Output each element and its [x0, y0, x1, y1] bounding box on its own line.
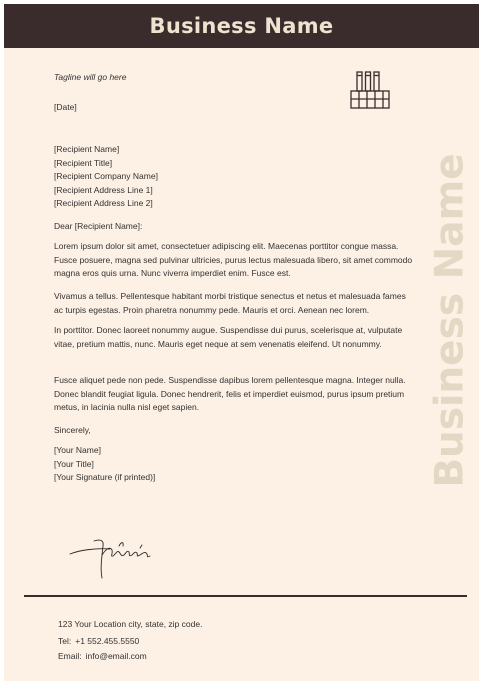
body-paragraph: In porttitor. Donec laoreet nonummy augue. Suspendisse dui purus, scelerisque at, vulputate vitae, pretium mattis, nunc. Mauris eget neque at sem venenatis eleifend. Ut nonummy. — [54, 325, 403, 349]
greeting: Dear [Recipient Name]: — [54, 221, 143, 231]
letterhead-page — [4, 4, 479, 681]
signoff-block — [54, 444, 155, 485]
your-name: [Your Name] — [54, 445, 101, 455]
date: [Date] — [54, 102, 77, 112]
recipient-company: [Recipient Company Name] — [54, 171, 158, 181]
vertical-watermark — [422, 140, 478, 500]
closing: Sincerely, — [54, 425, 91, 435]
recipient-address-2: [Recipient Address Line 2] — [54, 198, 153, 208]
header-bar — [4, 4, 479, 48]
factory-icon — [348, 68, 392, 112]
your-title: [Your Title] — [54, 458, 94, 469]
email-label: Email: — [58, 651, 82, 661]
email-value: info@email.com — [85, 651, 147, 661]
footer-phone — [58, 636, 139, 646]
your-signature-printed: [Your Signature (if printed)] — [54, 472, 156, 482]
tel-value: +1 552.455.5550 — [75, 636, 140, 646]
tagline: Tagline will go here — [54, 72, 127, 82]
recipient-title: [Recipient Title] — [54, 157, 113, 168]
recipient-address-1: [Recipient Address Line 1] — [54, 184, 153, 195]
business-name-title: Business Name — [149, 14, 334, 38]
handwritten-signature — [66, 532, 158, 584]
body-paragraph: Fusce aliquet pede non pede. Suspendisse dapibus lorem pellentesque magna. Integer nulla. Donec blandit feugiat ligula. Donec hendrerit, felis et imperdiet euismod, purus ipsum pretium metus, in lacinia nulla nisl eget sapien. — [54, 375, 406, 413]
tel-label: Tel: — [58, 636, 72, 646]
footer-email — [58, 651, 147, 661]
body-paragraph: Lorem ipsum dolor sit amet, consectetuer adipiscing elit. Maecenas porttitor congue massa. Fusce posuere, magna sed pulvinar ultricies, purus lectus malesuada libero, sit amet commodo magna eros quis urna. Nunc viverra imperdiet enim. Fusce est. — [54, 241, 413, 279]
vertical-business-name: Business Name — [427, 152, 473, 488]
recipient-block — [54, 143, 158, 211]
recipient-name: [Recipient Name] — [54, 144, 120, 154]
footer-address: 123 Your Location city, state, zip code. — [58, 619, 203, 629]
body-paragraph: Vivamus a tellus. Pellentesque habitant morbi tristique senectus et netus et malesuada fames ac turpis egestas. Proin pharetra nonummy pede. Mauris et orci. Aenean nec lorem. — [54, 291, 406, 315]
footer-divider — [24, 595, 467, 597]
